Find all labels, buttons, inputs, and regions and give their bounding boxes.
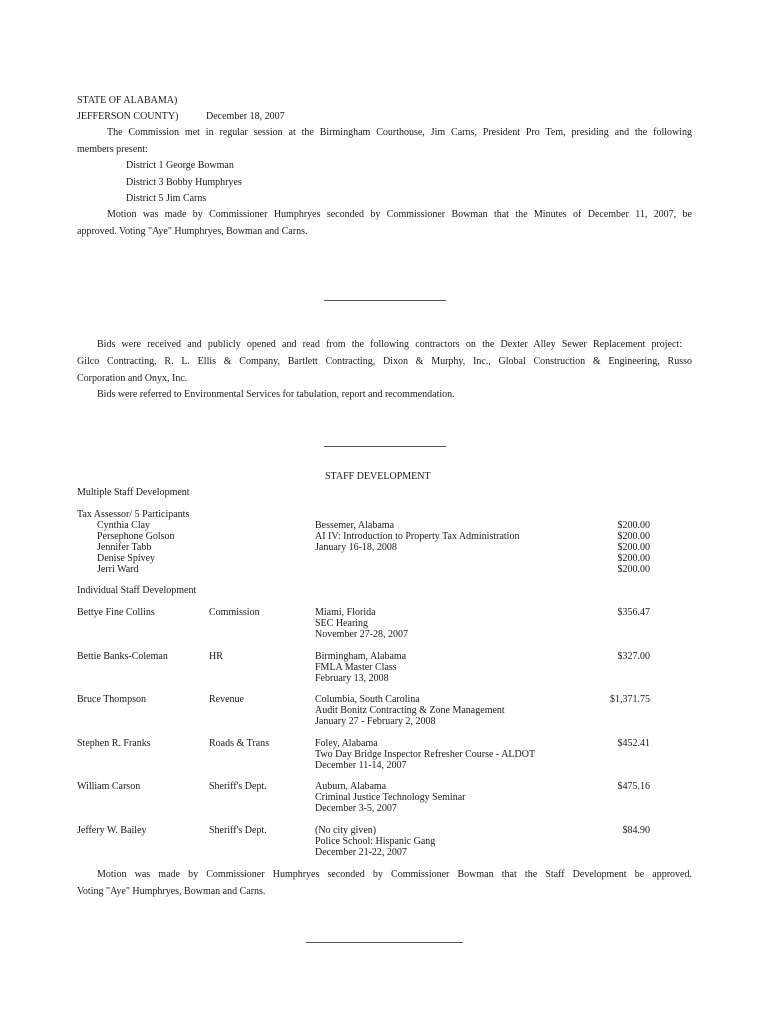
- individual-name: Bettie Banks-Coleman: [77, 651, 168, 662]
- minutes-motion-line2: approved. Voting "Aye" Humphryes, Bowman and Carns.: [77, 226, 308, 237]
- individual-amount: $475.16: [617, 781, 650, 792]
- individual-amount: $84.90: [622, 825, 650, 836]
- meeting-date: December 18, 2007: [206, 111, 285, 122]
- participant-amount: $200.00: [617, 542, 650, 553]
- section-divider-1: [324, 300, 446, 301]
- individual-course: FMLA Master Class: [315, 662, 397, 673]
- individual-location: Foley, Alabama: [315, 738, 378, 749]
- individual-location: Auburn, Alabama: [315, 781, 387, 792]
- individual-dates: November 27-28, 2007: [315, 629, 409, 640]
- group-location: Bessemer, Alabama: [315, 520, 395, 531]
- individual-dates: December 21-22, 2007: [315, 847, 407, 858]
- individual-name: Bruce Thompson: [77, 694, 146, 705]
- group-dates: January 16-18, 2008: [315, 542, 397, 553]
- bids-line2: Gilco Contracting, R. L. Ellis & Company, Bartlett Contracting, Dixon & Murphy, Inc., Global Construction & Engineering, Russo: [77, 356, 692, 367]
- participant-name: Jennifer Tabb: [97, 542, 152, 553]
- individual-amount: $327.00: [617, 651, 650, 662]
- individual-dates: December 11-14, 2007: [315, 760, 407, 771]
- member-district-1: District 1 George Bowman: [126, 160, 234, 171]
- section-divider-3: [306, 942, 463, 943]
- bids-line3: Corporation and Onyx, Inc.: [77, 373, 188, 384]
- bids-line1: Bids were received and publicly opened and read from the following contractors on the Dexter Alley Sewer Replacement project:: [97, 339, 682, 350]
- individual-course: SEC Hearing: [315, 618, 369, 629]
- multiple-staff-heading: Multiple Staff Development: [77, 487, 190, 498]
- individual-location: Miami, Florida: [315, 607, 376, 618]
- participant-amount: $200.00: [617, 520, 650, 531]
- individual-location: Columbia, South Carolina: [315, 694, 420, 705]
- individual-name: Jeffery W. Bailey: [77, 825, 147, 836]
- individual-dept: HR: [209, 651, 223, 662]
- individual-amount: $1,371.75: [610, 694, 650, 705]
- individual-dept: Commission: [209, 607, 260, 618]
- individual-amount: $452.41: [617, 738, 650, 749]
- individual-course: Two Day Bridge Inspector Refresher Course - ALDOT: [315, 749, 536, 760]
- individual-dept: Roads & Trans: [209, 738, 270, 749]
- session-intro-line2: members present:: [77, 144, 148, 155]
- participant-name: Denise Spivey: [97, 553, 156, 564]
- county-heading: JEFFERSON COUNTY): [77, 111, 179, 122]
- individual-dept: Sheriff's Dept.: [209, 781, 267, 792]
- member-district-3: District 3 Bobby Humphryes: [126, 177, 242, 188]
- individual-amount: $356.47: [617, 607, 650, 618]
- participant-name: Cynthia Clay: [97, 520, 151, 531]
- participant-name: Jerri Ward: [97, 564, 139, 575]
- individual-course: Criminal Justice Technology Seminar: [315, 792, 466, 803]
- member-district-5: District 5 Jim Carns: [126, 193, 207, 204]
- section-divider-2: [324, 446, 446, 447]
- individual-location: (No city given): [315, 825, 377, 836]
- individual-dept: Sheriff's Dept.: [209, 825, 267, 836]
- participant-amount: $200.00: [617, 553, 650, 564]
- participant-amount: $200.00: [617, 564, 650, 575]
- individual-name: Stephen R. Franks: [77, 738, 151, 749]
- staff-motion-line1: Motion was made by Commissioner Humphryes seconded by Commissioner Bowman that the Staff Development be approved.: [97, 869, 692, 880]
- individual-location: Birmingham, Alabama: [315, 651, 407, 662]
- session-intro-line1: The Commission met in regular session at the Birmingham Courthouse, Jim Carns, President Pro Tem, presiding and the following: [107, 127, 692, 138]
- group-heading: Tax Assessor/ 5 Participants: [77, 509, 190, 520]
- individual-dates: January 27 - February 2, 2008: [315, 716, 436, 727]
- staff-motion-line2: Voting "Aye" Humphryes, Bowman and Carns.: [77, 886, 266, 897]
- individual-name: Bettye Fine Collins: [77, 607, 155, 618]
- individual-staff-heading: Individual Staff Development: [77, 585, 197, 596]
- individual-course: Audit Bonitz Contracting & Zone Management: [315, 705, 505, 716]
- participant-name: Persephone Golson: [97, 531, 175, 542]
- minutes-motion-line1: Motion was made by Commissioner Humphryes seconded by Commissioner Bowman that the Minutes of December 11, 2007, be: [107, 209, 692, 220]
- individual-dates: February 13, 2008: [315, 673, 389, 684]
- individual-course: Police School: Hispanic Gang: [315, 836, 436, 847]
- participant-amount: $200.00: [617, 531, 650, 542]
- state-heading: STATE OF ALABAMA): [77, 95, 178, 106]
- individual-dept: Revenue: [209, 694, 244, 705]
- bids-referral: Bids were referred to Environmental Services for tabulation, report and recommendation.: [97, 389, 455, 400]
- staff-development-title: STAFF DEVELOPMENT: [325, 471, 431, 482]
- individual-dates: December 3-5, 2007: [315, 803, 397, 814]
- group-course: AI IV: Introduction to Property Tax Administration: [315, 531, 520, 542]
- individual-name: William Carson: [77, 781, 141, 792]
